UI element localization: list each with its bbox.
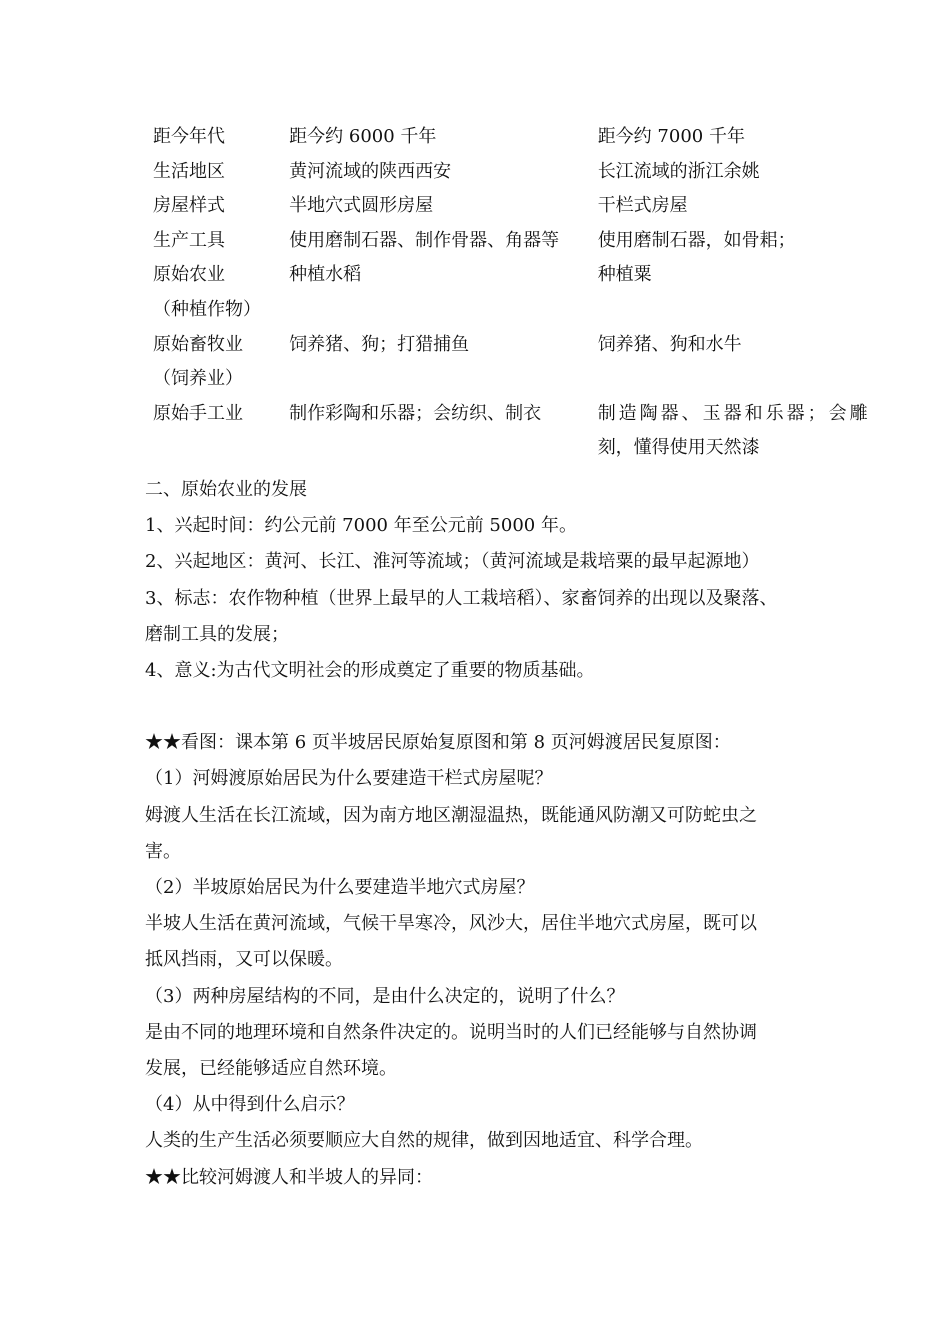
list-item: 磨制工具的发展；: [145, 623, 289, 645]
banpo-cell: 半地穴式圆形房屋: [289, 195, 434, 217]
row-label: [145, 328, 289, 397]
hemudu-cell: 长江流域的浙江余姚: [597, 160, 760, 182]
row-label: 生活地区: [153, 160, 225, 182]
banpo-cell: 使用磨制石器、制作骨器、角器等: [289, 229, 560, 251]
row-label: [145, 258, 289, 327]
question: （1）河姆渡原始居民为什么要建造干栏式房屋呢？: [145, 768, 553, 790]
row-label: 距今年代: [153, 126, 225, 147]
hemudu-cell: [598, 397, 880, 466]
banpo-cell: 制作彩陶和乐器；会纺织、制衣: [289, 402, 542, 424]
question: （3）两种房屋结构的不同，是由什么决定的，说明了什么？: [145, 985, 625, 1007]
blank-line: [145, 689, 835, 725]
comparison-table: [145, 120, 880, 466]
answer: 姆渡人生活在长江流域，因为南方地区潮湿温热，既能通风防潮又可防蛇虫之: [145, 804, 757, 826]
table-row: [145, 397, 880, 466]
row-label: 原始手工业: [153, 402, 243, 424]
hemudu-cell: 使用磨制石器，如骨耜；: [597, 229, 796, 251]
list-item: 4、意义:为古代文明社会的形成奠定了重要的物质基础。: [145, 660, 595, 682]
table-row: [145, 120, 880, 155]
answer: 半坡人生活在黄河流域，气候干旱寒冷，风沙大，居住半地穴式房屋，既可以: [145, 913, 757, 935]
banpo-cell: 距今约 6000 千年: [289, 126, 437, 147]
answer: 害。: [145, 840, 181, 862]
document-body: [145, 472, 835, 1196]
hemudu-cell-line: 刻，懂得使用天然漆: [597, 437, 760, 459]
banpo-cell: 种植水稻: [289, 264, 362, 286]
table-row: [145, 328, 880, 397]
list-item: 2、兴起地区：黄河、长江、淮河等流域；（黄河流域是栽培粟的最早起源地）: [145, 551, 760, 573]
banpo-cell: 黄河流域的陕西西安: [289, 160, 452, 182]
row-label-sub: （饲养业）: [153, 368, 243, 390]
hemudu-cell: 饲养猪、狗和水牛: [597, 333, 742, 355]
row-label: 生产工具: [153, 229, 225, 251]
question: （4）从中得到什么启示？: [145, 1094, 355, 1116]
hemudu-cell: 种植粟: [597, 264, 652, 286]
list-item: 3、标志：农作物种植（世界上最早的人工栽培稻）、家畜饲养的出现以及聚落、: [145, 587, 778, 609]
row-label-sub: （种植作物）: [153, 298, 261, 320]
table-row: [145, 155, 880, 190]
answer: 发展，已经能够适应自然环境。: [145, 1058, 397, 1080]
answer: 抵风挡雨，又可以保暖。: [145, 949, 343, 971]
row-label-main: 原始畜牧业: [153, 333, 243, 355]
section-heading: ★★看图：课本第 6 页半坡居民原始复原图和第 8 页河姆渡居民复原图：: [145, 732, 731, 754]
answer: 是由不同的地理环境和自然条件决定的。说明当时的人们已经能够与自然协调: [145, 1021, 757, 1043]
table-row: [145, 258, 880, 327]
list-item: 1、兴起时间：约公元前 7000 年至公元前 5000 年。: [145, 515, 577, 537]
hemudu-cell: 干栏式房屋: [597, 195, 688, 217]
section-heading: 二、原始农业的发展: [145, 479, 307, 500]
answer: 人类的生产生活必须要顺应大自然的规律，做到因地适宜、科学合理。: [145, 1130, 703, 1152]
section-heading: ★★比较河姆渡人和半坡人的异同：: [145, 1166, 433, 1188]
row-label-main: 原始农业: [153, 264, 225, 286]
hemudu-cell: 距今约 7000 千年: [597, 126, 745, 147]
table-row: [145, 189, 880, 224]
question: （2）半坡原始居民为什么要建造半地穴式房屋？: [145, 877, 535, 899]
banpo-cell: 饲养猪、狗；打猎捕鱼: [289, 333, 470, 355]
hemudu-cell-line: 制造陶器、玉器和乐器；会雕: [597, 402, 871, 424]
row-label: 房屋样式: [153, 195, 225, 217]
table-row: [145, 224, 880, 259]
